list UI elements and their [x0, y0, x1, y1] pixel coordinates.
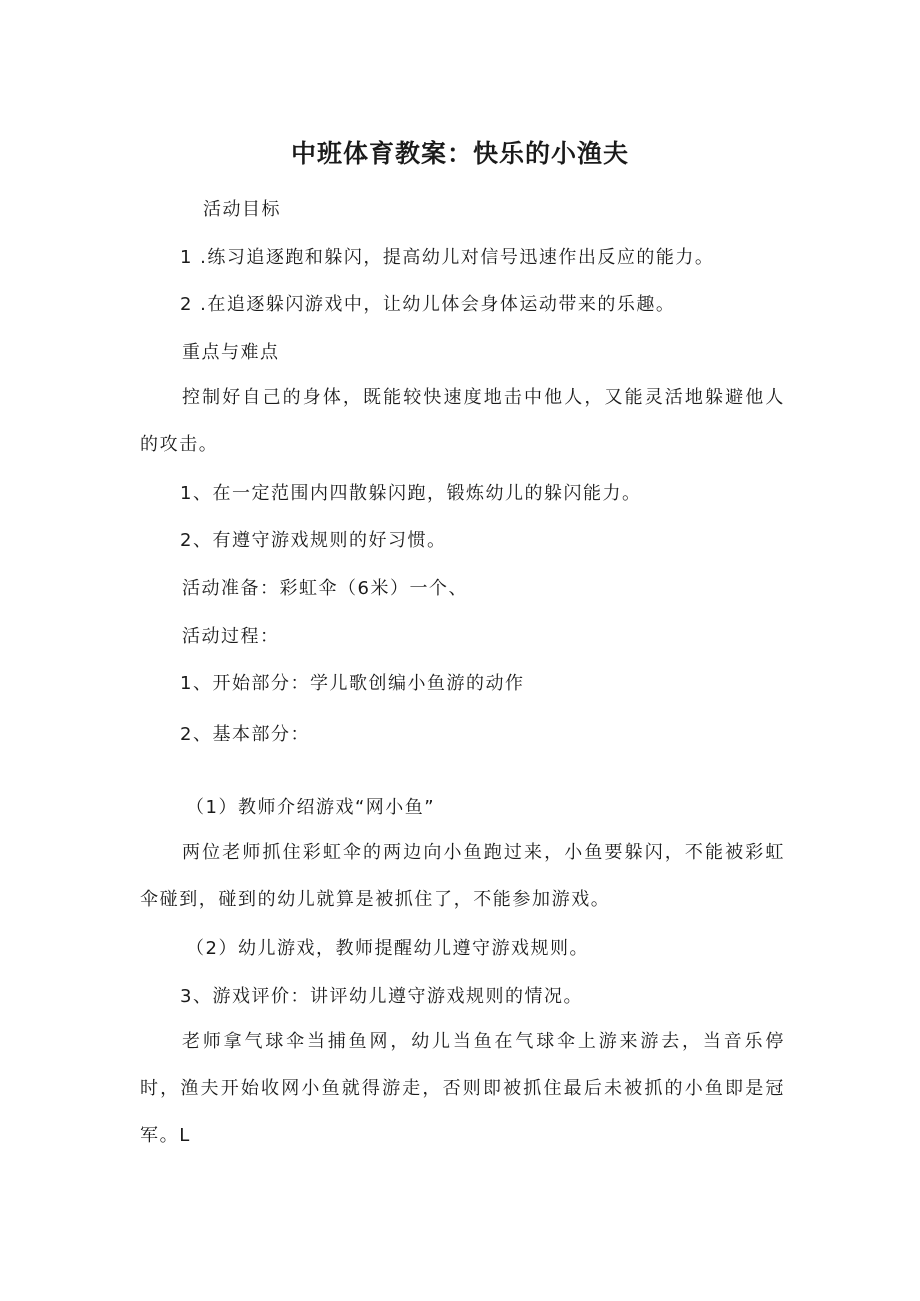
sub-step-1-text: 两位老师抓住彩虹伞的两边向小鱼跑过来，小鱼要躲闪，不能被彩虹伞碰到，碰到的幼儿就算是被抓住了，不能参加游戏。	[140, 842, 785, 910]
goals-heading: 活动目标	[203, 199, 281, 220]
document-title: 中班体育教案：快乐的小渔夫	[290, 139, 629, 168]
ending-text: 老师拿气球伞当捕鱼网，幼儿当鱼在气球伞上游来游去，当音乐停时，渔夫开始收网小鱼就得游走，否则即被抓住最后未被抓的小鱼即是冠军。L	[140, 1031, 785, 1146]
process-step-1: 1、开始部分：学儿歌创编小鱼游的动作	[180, 673, 525, 694]
goal-item-1: 1 .练习追逐跑和躲闪，提高幼儿对信号迅速作出反应的能力。	[180, 247, 715, 268]
key-point-item-1: 1、在一定范围内四散躲闪跑，锻炼幼儿的躲闪能力。	[180, 483, 642, 504]
key-points-text: 控制好自己的身体，既能较快速度地击中他人，又能灵活地躲避他人的攻击。	[140, 387, 785, 455]
activity-preparation: 活动准备：彩虹伞（6米）一个、	[182, 578, 468, 599]
sub-step-2: （2）幼儿游戏，教师提醒幼儿遵守游戏规则。	[186, 938, 589, 959]
process-step-2: 2、基本部分：	[180, 724, 310, 745]
goal-item-2: 2 .在追逐躲闪游戏中，让幼儿体会身体运动带来的乐趣。	[180, 294, 676, 315]
process-heading: 活动过程：	[182, 626, 280, 647]
sub-step-1: （1）教师介绍游戏“网小鱼”	[186, 797, 436, 818]
process-step-3: 3、游戏评价：讲评幼儿遵守游戏规则的情况。	[180, 986, 583, 1007]
key-points-heading: 重点与难点	[182, 342, 280, 363]
key-point-item-2: 2、有遵守游戏规则的好习惯。	[180, 530, 447, 551]
